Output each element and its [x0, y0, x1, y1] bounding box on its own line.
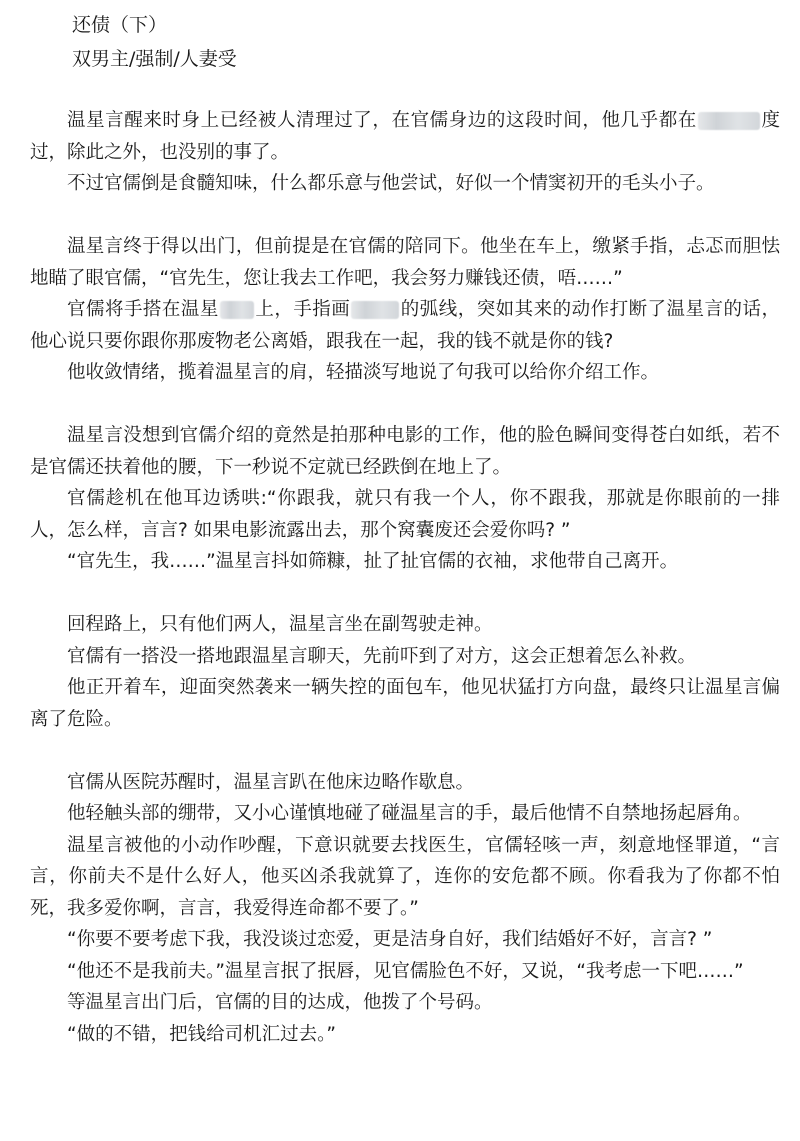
paragraph-5: 他收敛情绪，揽着温星言的肩，轻描淡写地说了句我可以给你介绍工作。 — [67, 362, 660, 383]
redacted-blur — [698, 112, 760, 130]
paragraph-13: 他轻触头部的绷带，又小心谨慎地碰了碰温星言的手，最后他情不自禁地扬起唇角。 — [67, 803, 752, 824]
redacted-blur — [220, 301, 254, 319]
paragraph-9: 回程路上，只有他们两人，温星言坐在副驾驶走神。 — [67, 614, 493, 635]
paragraph-10: 官儒有一搭没一搭地跟温星言聊天，先前吓到了对方，这会正想着怎么补救。 — [67, 645, 697, 667]
document-title: 还债（下） — [72, 14, 168, 36]
paragraph-11: 他正开着车，迎面突然袭来一辆失控的面包车，他见状猛打方向盘，最终只让温星言偏离了危险。 — [30, 677, 780, 730]
paragraph-18: “做的不错，把钱给司机汇过去。” — [67, 1023, 336, 1045]
paragraph-2: 不过官儒倒是食髓知味，什么都乐意与他尝试，好似一个情窦初开的毛头小子。 — [67, 173, 715, 194]
document-body — [30, 105, 780, 1050]
paragraph-17: 等温星言出门后，官儒的目的达成，他拨了个号码。 — [67, 992, 493, 1013]
paragraph-7: 官儒趁机在他耳边诱哄:“你跟我，就只有我一个人，你不跟我，那就是你眼前的一排人，怎么样，言言? 如果电影流露出去，那个窝囊废还会爱你吗? ” — [30, 488, 780, 541]
paragraph-14: 温星言被他的小动作吵醒，下意识就要去找医生，官儒轻咳一声，刻意地怪罪道，“言言，你前夫不是什么好人，他买凶杀我就算了，连你的安危都不顾。你看我为了你都不怕死，我多爱你啊，言言，我爱得连命都不要了。” — [30, 834, 780, 919]
document-tags: 双男主/强制/人妻受 — [72, 48, 237, 70]
paragraph-4: 官儒将手搭在温星 上，手指画 的弧线，突如其来的动作打断了温星言的话，他心说只要你跟你那废物老公离婚，跟我在一起，我的钱不就是你的钱? — [30, 299, 780, 352]
paragraph-12: 官儒从医院苏醒时，温星言趴在他床边略作歇息。 — [67, 771, 475, 793]
paragraph-6: 温星言没想到官儒介绍的竟然是拍那种电影的工作，他的脸色瞬间变得苍白如纸，若不是官儒还扶着他的腰，下一秒说不定就已经跌倒在地上了。 — [30, 425, 780, 478]
redacted-blur — [351, 301, 399, 319]
paragraph-3: 温星言终于得以出门，但前提是在官儒的陪同下。他坐在车上，缴紧手指，忐忑而胆怯地瞄了眼官儒，“官先生，您让我去工作吧，我会努力赚钱还债，唔……” — [30, 236, 780, 289]
paragraph-1: 温星言醒来时身上已经被人清理过了，在官儒身边的这段时间，他几乎都在 度过，除此之外，也没别的事了。 — [30, 110, 780, 163]
document-header — [72, 8, 237, 76]
paragraph-8: “官先生，我……”温星言抖如筛糠，扯了扯官儒的衣袖，求他带自己离开。 — [67, 551, 679, 572]
paragraph-15: “你要不要考虑下我，我没谈过恋爱，更是洁身自好，我们结婚好不好，言言? ” — [67, 929, 713, 950]
paragraph-16: “他还不是我前夫。”温星言抿了抿唇，见官儒脸色不好，又说，“我考虑一下吧……” — [67, 960, 744, 982]
